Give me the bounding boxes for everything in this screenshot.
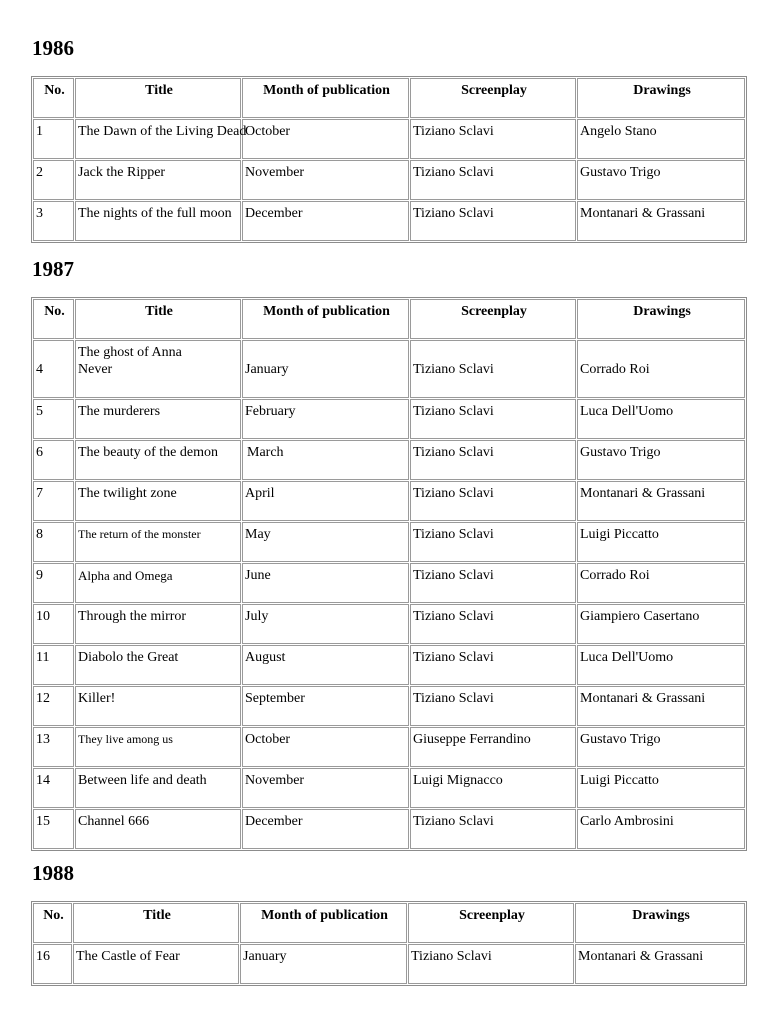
table-row	[33, 645, 745, 685]
cell-screenplay: Tiziano Sclavi	[410, 340, 576, 398]
cell-no: 4	[33, 340, 74, 398]
cell-no: 15	[33, 809, 74, 849]
cell-screenplay: Tiziano Sclavi	[410, 686, 576, 726]
cell-month: January	[242, 340, 409, 398]
cell-no: 8	[33, 522, 74, 562]
cell-drawings: Gustavo Trigo	[577, 160, 745, 200]
header-no: No.	[33, 299, 74, 339]
cell-screenplay: Tiziano Sclavi	[410, 481, 576, 521]
cell-title: The murderers	[75, 399, 241, 439]
header-no: No.	[33, 903, 72, 943]
cell-no: 2	[33, 160, 74, 200]
cell-title: Jack the Ripper	[75, 160, 241, 200]
cell-month: April	[242, 481, 409, 521]
cell-month: December	[242, 809, 409, 849]
year-heading-1986: 1986	[32, 36, 74, 60]
table-1987	[31, 297, 747, 851]
cell-month: May	[242, 522, 409, 562]
header-screenplay: Screenplay	[410, 299, 576, 339]
header-drawings: Drawings	[577, 299, 745, 339]
cell-drawings: Luca Dell'Uomo	[577, 399, 745, 439]
cell-title: The ghost of Anna Never	[75, 340, 241, 398]
cell-title: Between life and death	[75, 768, 241, 808]
cell-no: 13	[33, 727, 74, 767]
table-row	[33, 340, 745, 398]
cell-drawings: Luigi Piccatto	[577, 768, 745, 808]
cell-drawings: Gustavo Trigo	[577, 727, 745, 767]
header-row	[33, 78, 745, 118]
cell-title: The Castle of Fear	[73, 944, 239, 984]
cell-no: 5	[33, 399, 74, 439]
cell-title: Diabolo the Great	[75, 645, 241, 685]
table-row	[33, 563, 745, 603]
cell-title: The nights of the full moon	[75, 201, 241, 241]
header-row	[33, 299, 745, 339]
cell-screenplay: Tiziano Sclavi	[410, 201, 576, 241]
cell-no: 10	[33, 604, 74, 644]
header-month: Month of publication	[240, 903, 407, 943]
cell-month: February	[242, 399, 409, 439]
header-title: Title	[75, 78, 241, 118]
table-row	[33, 399, 745, 439]
cell-title: They live among us	[75, 727, 241, 767]
cell-drawings: Montanari & Grassani	[577, 686, 745, 726]
cell-month	[242, 440, 409, 480]
cell-screenplay: Luigi Mignacco	[410, 768, 576, 808]
cell-month: June	[242, 563, 409, 603]
table-row	[33, 768, 745, 808]
header-month: Month of publication	[242, 299, 409, 339]
header-row	[33, 903, 745, 943]
cell-month: January	[240, 944, 407, 984]
cell-month: November	[242, 768, 409, 808]
cell-screenplay: Tiziano Sclavi	[410, 160, 576, 200]
cell-drawings: Luca Dell'Uomo	[577, 645, 745, 685]
cell-drawings: Luigi Piccatto	[577, 522, 745, 562]
cell-title: The return of the monster	[75, 522, 241, 562]
cell-title: Alpha and Omega	[75, 563, 241, 603]
table-row	[33, 201, 745, 241]
cell-month: July	[242, 604, 409, 644]
cell-screenplay: Tiziano Sclavi	[410, 119, 576, 159]
cell-no: 11	[33, 645, 74, 685]
table-row	[33, 160, 745, 200]
cell-drawings: Montanari & Grassani	[577, 201, 745, 241]
table-row	[33, 727, 745, 767]
table-row	[33, 440, 745, 480]
cell-drawings: Montanari & Grassani	[575, 944, 745, 984]
year-heading-1988: 1988	[32, 861, 74, 885]
cell-month: August	[242, 645, 409, 685]
cell-screenplay: Tiziano Sclavi	[410, 563, 576, 603]
table-1986	[31, 76, 747, 243]
cell-drawings: Angelo Stano	[577, 119, 745, 159]
cell-month-text: March	[247, 445, 284, 460]
cell-screenplay: Tiziano Sclavi	[410, 645, 576, 685]
cell-screenplay: Giuseppe Ferrandino	[410, 727, 576, 767]
cell-title: Through the mirror	[75, 604, 241, 644]
cell-month: December	[242, 201, 409, 241]
cell-title: Killer!	[75, 686, 241, 726]
header-title: Title	[75, 299, 241, 339]
table-row	[33, 522, 745, 562]
table-row	[33, 481, 745, 521]
year-heading-1987: 1987	[32, 257, 74, 281]
cell-title: The twilight zone	[75, 481, 241, 521]
cell-screenplay: Tiziano Sclavi	[410, 604, 576, 644]
table-row	[33, 604, 745, 644]
cell-title: The Dawn of the Living Dead	[75, 119, 241, 159]
cell-screenplay: Tiziano Sclavi	[410, 522, 576, 562]
cell-drawings: Montanari & Grassani	[577, 481, 745, 521]
cell-no: 14	[33, 768, 74, 808]
cell-no: 6	[33, 440, 74, 480]
cell-no: 1	[33, 119, 74, 159]
cell-no: 16	[33, 944, 72, 984]
cell-month: October	[242, 727, 409, 767]
cell-drawings: Gustavo Trigo	[577, 440, 745, 480]
header-title: Title	[73, 903, 239, 943]
cell-screenplay: Tiziano Sclavi	[410, 440, 576, 480]
table-row	[33, 809, 745, 849]
cell-no: 7	[33, 481, 74, 521]
header-no: No.	[33, 78, 74, 118]
cell-month: November	[242, 160, 409, 200]
header-drawings: Drawings	[577, 78, 745, 118]
cell-no: 3	[33, 201, 74, 241]
cell-drawings: Corrado Roi	[577, 563, 745, 603]
cell-title: The beauty of the demon	[75, 440, 241, 480]
header-drawings: Drawings	[575, 903, 745, 943]
cell-drawings: Giampiero Casertano	[577, 604, 745, 644]
cell-drawings: Carlo Ambrosini	[577, 809, 745, 849]
table-1988	[31, 901, 747, 986]
cell-drawings: Corrado Roi	[577, 340, 745, 398]
header-screenplay: Screenplay	[408, 903, 574, 943]
cell-month: October	[242, 119, 409, 159]
table-row	[33, 119, 745, 159]
cell-no: 9	[33, 563, 74, 603]
cell-screenplay: Tiziano Sclavi	[410, 809, 576, 849]
cell-no: 12	[33, 686, 74, 726]
header-month: Month of publication	[242, 78, 409, 118]
cell-screenplay: Tiziano Sclavi	[408, 944, 574, 984]
table-row	[33, 944, 745, 984]
table-row	[33, 686, 745, 726]
cell-month: September	[242, 686, 409, 726]
header-screenplay: Screenplay	[410, 78, 576, 118]
cell-screenplay: Tiziano Sclavi	[410, 399, 576, 439]
cell-title: Channel 666	[75, 809, 241, 849]
